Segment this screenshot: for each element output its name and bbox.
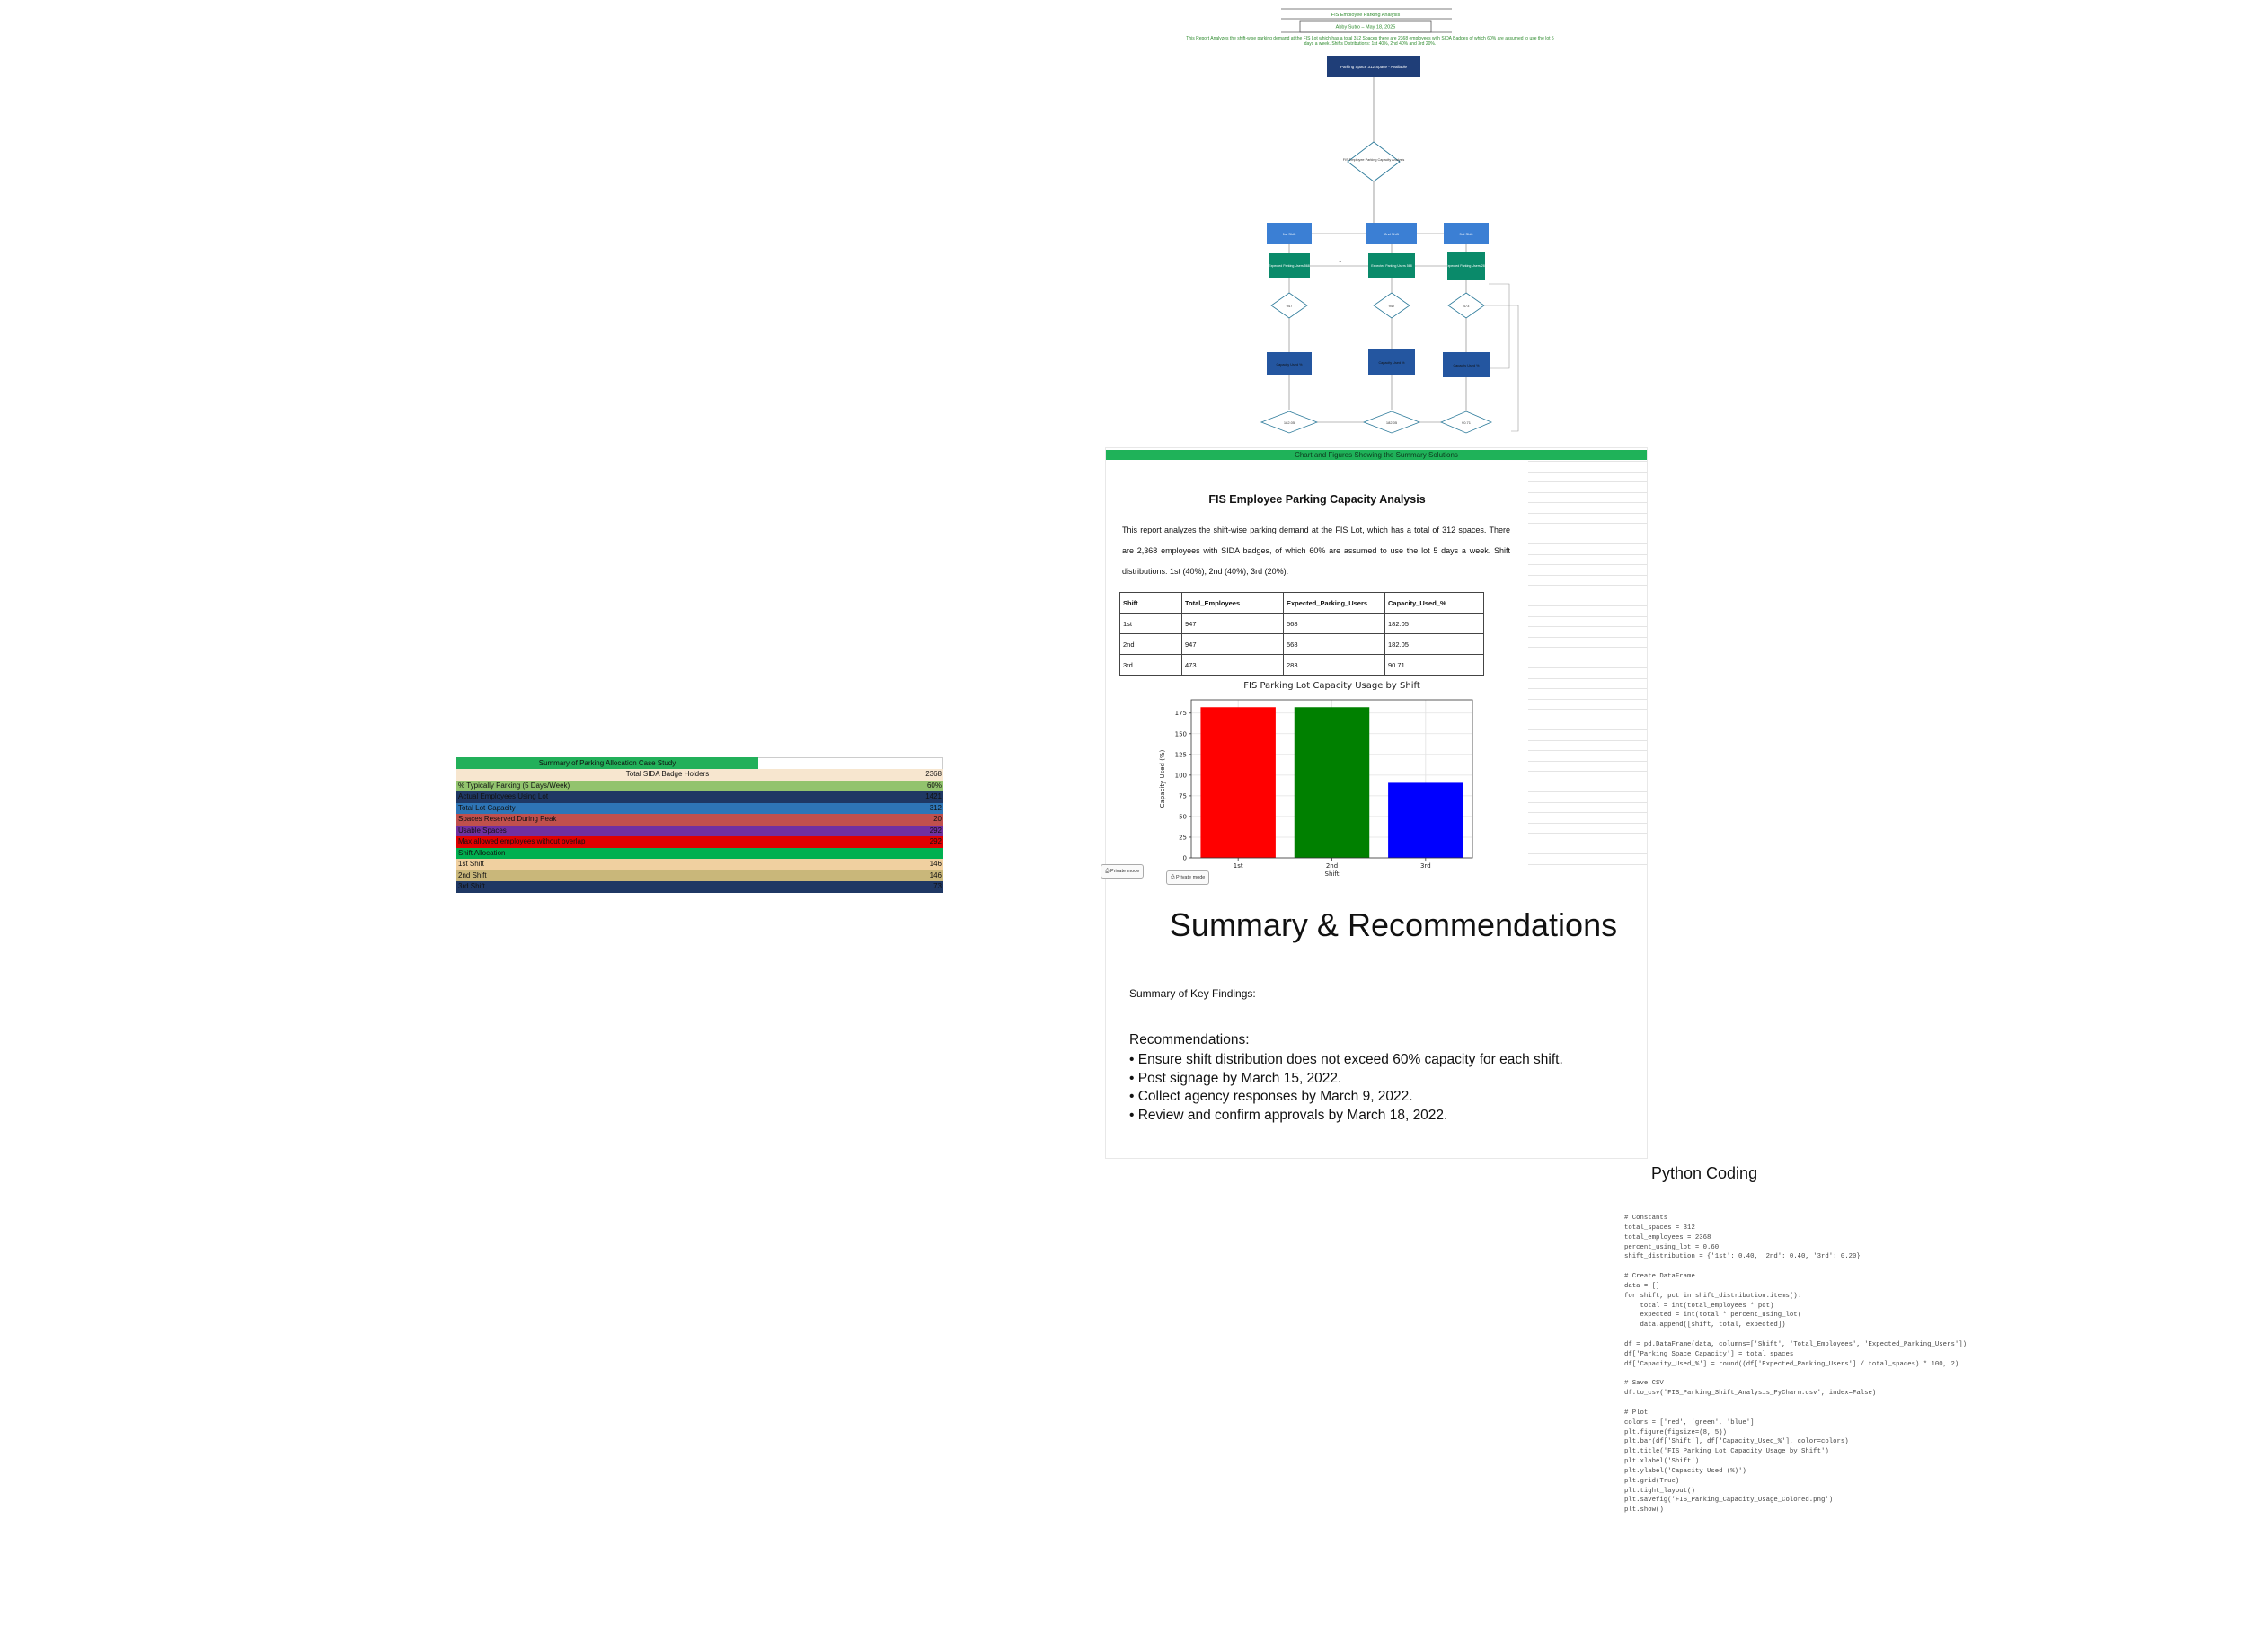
recommendations-list [1129,1051,1563,1125]
summary-table-title-row [456,757,943,769]
summary-table-row [456,881,943,893]
summary-table-row [456,848,943,860]
recommendation-item: • Post signage by March 15, 2022. [1129,1070,1342,1086]
margin-line [1528,678,1647,679]
employee-box-2-label: Expected Parking Users 568 [1371,264,1412,268]
bar-2nd [1295,707,1369,858]
summary-table-row [456,803,943,815]
summary-table-label: 2nd Shift [458,870,487,879]
margin-line [1528,864,1647,865]
results-table-row [1120,634,1484,655]
flowchart-diagram [1105,0,1662,449]
x-tick-label: 1st [1233,862,1243,870]
x-tick-label: 2nd [1325,862,1339,870]
connector [1489,284,1509,368]
summary-table-blank-cell [758,757,943,769]
margin-line [1528,564,1647,565]
margin-line [1528,523,1647,524]
summary-table-label: 3rd Shift [458,882,485,890]
margin-line [1528,853,1647,854]
summary-table-value: 60% [926,781,942,790]
shift-box-3-label: 3rd Shift [1459,232,1473,236]
printer-icon: ⎙ [1105,869,1110,874]
summary-table-rows [456,769,943,893]
summary-table-label: Max allowed employees without overlap [458,837,586,845]
results-table-header-cell: Capacity_Used_% [1385,593,1484,614]
result-diamond-3-label: 90.71 [1461,420,1472,425]
results-table-cell: 2nd [1120,634,1182,655]
summary-table-value: 146 [929,870,942,879]
results-table-cell: 947 [1182,614,1284,634]
margin-line [1528,833,1647,834]
shift-box-1-label: 1st Shift [1282,232,1296,236]
flowchart-description: This Report Analyzes the shift-wise parking demand at the FIS Lot which has a total 312 Spaces there are 2368 employees with SIDA Badges of which 60% are assumed to use the lot 5 days a week. Shifts Distributions: 1st 40%, 2nd 40% and 3rd 20%. [1186,36,1554,48]
results-table-cell: 568 [1284,634,1385,655]
summary-table-value: 146 [929,860,942,868]
summary-table-label: Actual Employees Using Lot [458,792,549,800]
margin-line [1528,823,1647,824]
margin-line [1528,554,1647,555]
y-tick-label: 125 [1174,751,1187,759]
summary-table-label: Spaces Reserved During Peak [458,815,557,823]
margin-line [1528,688,1647,689]
summary-table-label: Usable Spaces [458,826,507,835]
summary-table-row [456,781,943,792]
main-decision-label: FIS Employee Parking Capacity Analysis [1342,158,1405,162]
results-table-header-cell: Total_Employees [1182,593,1284,614]
results-table-header [1120,593,1484,614]
margin-line [1528,771,1647,772]
summary-table [456,757,943,893]
printer-icon: ⎙ [1171,875,1175,880]
result-diamond-2-label: 182.05 [1385,420,1398,425]
margin-line [1528,637,1647,638]
shift-box-2-label: 2nd Shift [1384,232,1399,236]
results-table-cell: 568 [1284,614,1385,634]
employee-box-1-label: Expected Parking Users 568 [1269,264,1310,268]
margin-line [1528,740,1647,741]
summary-table-label: Shift Allocation [458,848,506,857]
results-table-cell: 3rd [1120,655,1182,676]
results-table-cell: 182.05 [1385,634,1484,655]
margin-line [1528,605,1647,606]
margin-line [1528,761,1647,762]
results-table [1119,592,1484,676]
capacity-box-3-label: Capacity Used % [1453,364,1480,367]
recommendations-title: Recommendations: [1129,1032,1250,1047]
y-tick-label: 150 [1174,730,1187,738]
summary-table-value: 2368 [925,770,942,778]
results-table-row [1120,655,1484,676]
report-body: This report analyzes the shift-wise parking demand at the FIS Lot, which has a total of 312 spaces. There are 2,368 employees with SIDA badges, of which 60% are assumed to use the lot 5 days a week. Shift distributions: 1st (40%), 2nd (40%), 3rd (20%). [1122,526,1510,576]
y-tick-label: 50 [1179,813,1187,821]
private-mode-label: Private mode [1110,869,1140,874]
margin-line [1528,616,1647,617]
margin-line [1528,513,1647,514]
margin-line [1528,626,1647,627]
margin-line [1528,461,1647,462]
margin-line [1528,812,1647,813]
margin-line [1528,502,1647,503]
report-banner: Chart and Figures Showing the Summary Solutions [1106,450,1647,460]
summary-table-value: 292 [929,837,942,845]
recommendation-item: • Ensure shift distribution does not exceed 60% capacity for each shift. [1129,1052,1563,1067]
count-diamond-3-label: 473 [1463,304,1470,308]
margin-line [1528,699,1647,700]
employee-box-3-label: Expected Parking Users 283 [1446,264,1487,268]
count-diamond-2-label: 947 [1388,304,1395,308]
margin-line [1528,585,1647,586]
y-axis-label: Capacity Used (%) [1159,749,1166,808]
x-tick-label: 3rd [1420,862,1431,870]
summary-table-label: Total SIDA Badge Holders [625,770,710,778]
margin-line [1528,802,1647,803]
margin-line [1528,750,1647,751]
bar-1st [1200,707,1275,858]
private-mode-button[interactable] [1166,870,1209,885]
margin-line [1528,543,1647,544]
flowchart-subtitle: Abby Sutro – May 18, 2025 [1335,24,1396,31]
flowchart-svg [1105,0,1662,449]
chart-title: FIS Parking Lot Capacity Usage by Shift [1243,681,1420,691]
python-coding-title: Python Coding [1651,1164,1758,1182]
report-title: FIS Employee Parking Capacity Analysis [1208,493,1426,506]
y-tick-label: 100 [1174,772,1187,780]
summary-table-label: % Typically Parking (5 Days/Week) [458,781,570,790]
y-tick-label: 175 [1174,710,1187,718]
summary-table-value: 20 [933,815,942,823]
results-table-row [1120,614,1484,634]
results-table-cell: 1st [1120,614,1182,634]
summary-table-row [456,836,943,848]
results-table-cell: 90.71 [1385,655,1484,676]
flowchart-title: FIS Employee Parking Analysis [1331,13,1401,18]
results-table-cell: 182.05 [1385,614,1484,634]
count-diamond-1-label: 947 [1286,304,1293,308]
summary-table-value [879,848,943,860]
results-table-cell: 947 [1182,634,1284,655]
start-box-label: Parking Space 312 Space - Available [1340,65,1407,69]
results-table-cell: 473 [1182,655,1284,676]
results-table-header-cell: Shift [1120,593,1182,614]
python-code-block: # Constants total_spaces = 312 total_employees = 2368 percent_using_lot = 0.60 shift_distribution = {'1st': 0.40, '2nd': 0.40, '3rd': 0.20} # Create DataFrame data = [] for shift, pct in shift_distribution.items(): total = int(total_employees * pct) expected = int(total * percent_using_lot) data.append([shift, total, expected]) df = pd.DataFrame(data, columns=['Shift', 'Total_Employees', 'Expected_Parking_Users']) df['Parking_Space_Capacity'] = total_spaces df['Capacity_Used_%'] = round((df['Expected_Parking_Users'] / total_spaces) * 100, 2) # Save CSV df.to_csv('FIS_Parking_Shift_Analysis_PyCharm.csv', index=False) # Plot colors = ['red', 'green', 'blue'] plt.figure(figsize=(8, 5)) plt.bar(df['Shift'], df['Capacity_Used_%'], color=colors) plt.title('FIS Parking Lot Capacity Usage by Shift') plt.xlabel('Shift') plt.ylabel('Capacity Used (%)') plt.grid(True) plt.tight_layout() plt.savefig('FIS_Parking_Capacity_Usage_Colored.png') plt.show() [1624,1215,1967,1515]
margin-line [1528,492,1647,493]
summary-table-row [456,870,943,882]
summary-table-row [456,814,943,826]
summary-table-row [456,791,943,803]
summary-table-label: 1st Shift [458,860,484,868]
result-diamond-1-label: 182.05 [1283,420,1295,425]
main-decision [1348,142,1400,181]
x-axis-label: Shift [1324,870,1340,878]
recommendation-item: • Review and confirm approvals by March 18, 2022. [1129,1107,1448,1123]
summary-table-value: 312 [929,803,942,812]
flowchart-description-wrap [1186,36,1554,54]
summary-table-value: 292 [929,826,942,835]
y-tick-label: 0 [1182,854,1187,862]
y-tick-label: 75 [1179,792,1187,800]
summary-table-row [456,826,943,837]
margin-line [1528,667,1647,668]
margin-line [1528,481,1647,482]
results-table-body [1120,614,1484,676]
bar-3rd [1388,782,1463,858]
summary-table-title: Summary of Parking Allocation Case Study [456,757,758,769]
y-tick-label: 25 [1179,834,1187,842]
summary-table-row [456,859,943,870]
results-table-header-cell: Expected_Parking_Users [1284,593,1385,614]
summary-table-value: 1421 [925,792,942,800]
margin-line [1528,791,1647,792]
margin-line [1528,729,1647,730]
capacity-box-2-label: Capacity Used % [1378,361,1405,365]
summary-recommendations-heading: Summary & Recommendations [1169,906,1618,943]
summary-table-value: 73 [933,882,942,890]
key-findings-label: Summary of Key Findings: [1129,987,1256,1000]
edge-label: or [1339,260,1342,263]
summary-table-row [456,769,943,781]
margin-line [1528,472,1647,473]
report-panel [1105,447,1648,1159]
summary-table-label: Total Lot Capacity [458,803,516,812]
margin-line [1528,575,1647,576]
results-table-cell: 283 [1284,655,1385,676]
margin-line [1528,647,1647,648]
private-mode-button[interactable] [1101,864,1144,879]
private-mode-label: Private mode [1175,875,1206,880]
recommendation-item: • Collect agency responses by March 9, 2022. [1129,1089,1413,1104]
capacity-box-1-label: Capacity Used % [1276,363,1303,367]
margin-lines [1528,461,1647,883]
margin-line [1528,709,1647,710]
